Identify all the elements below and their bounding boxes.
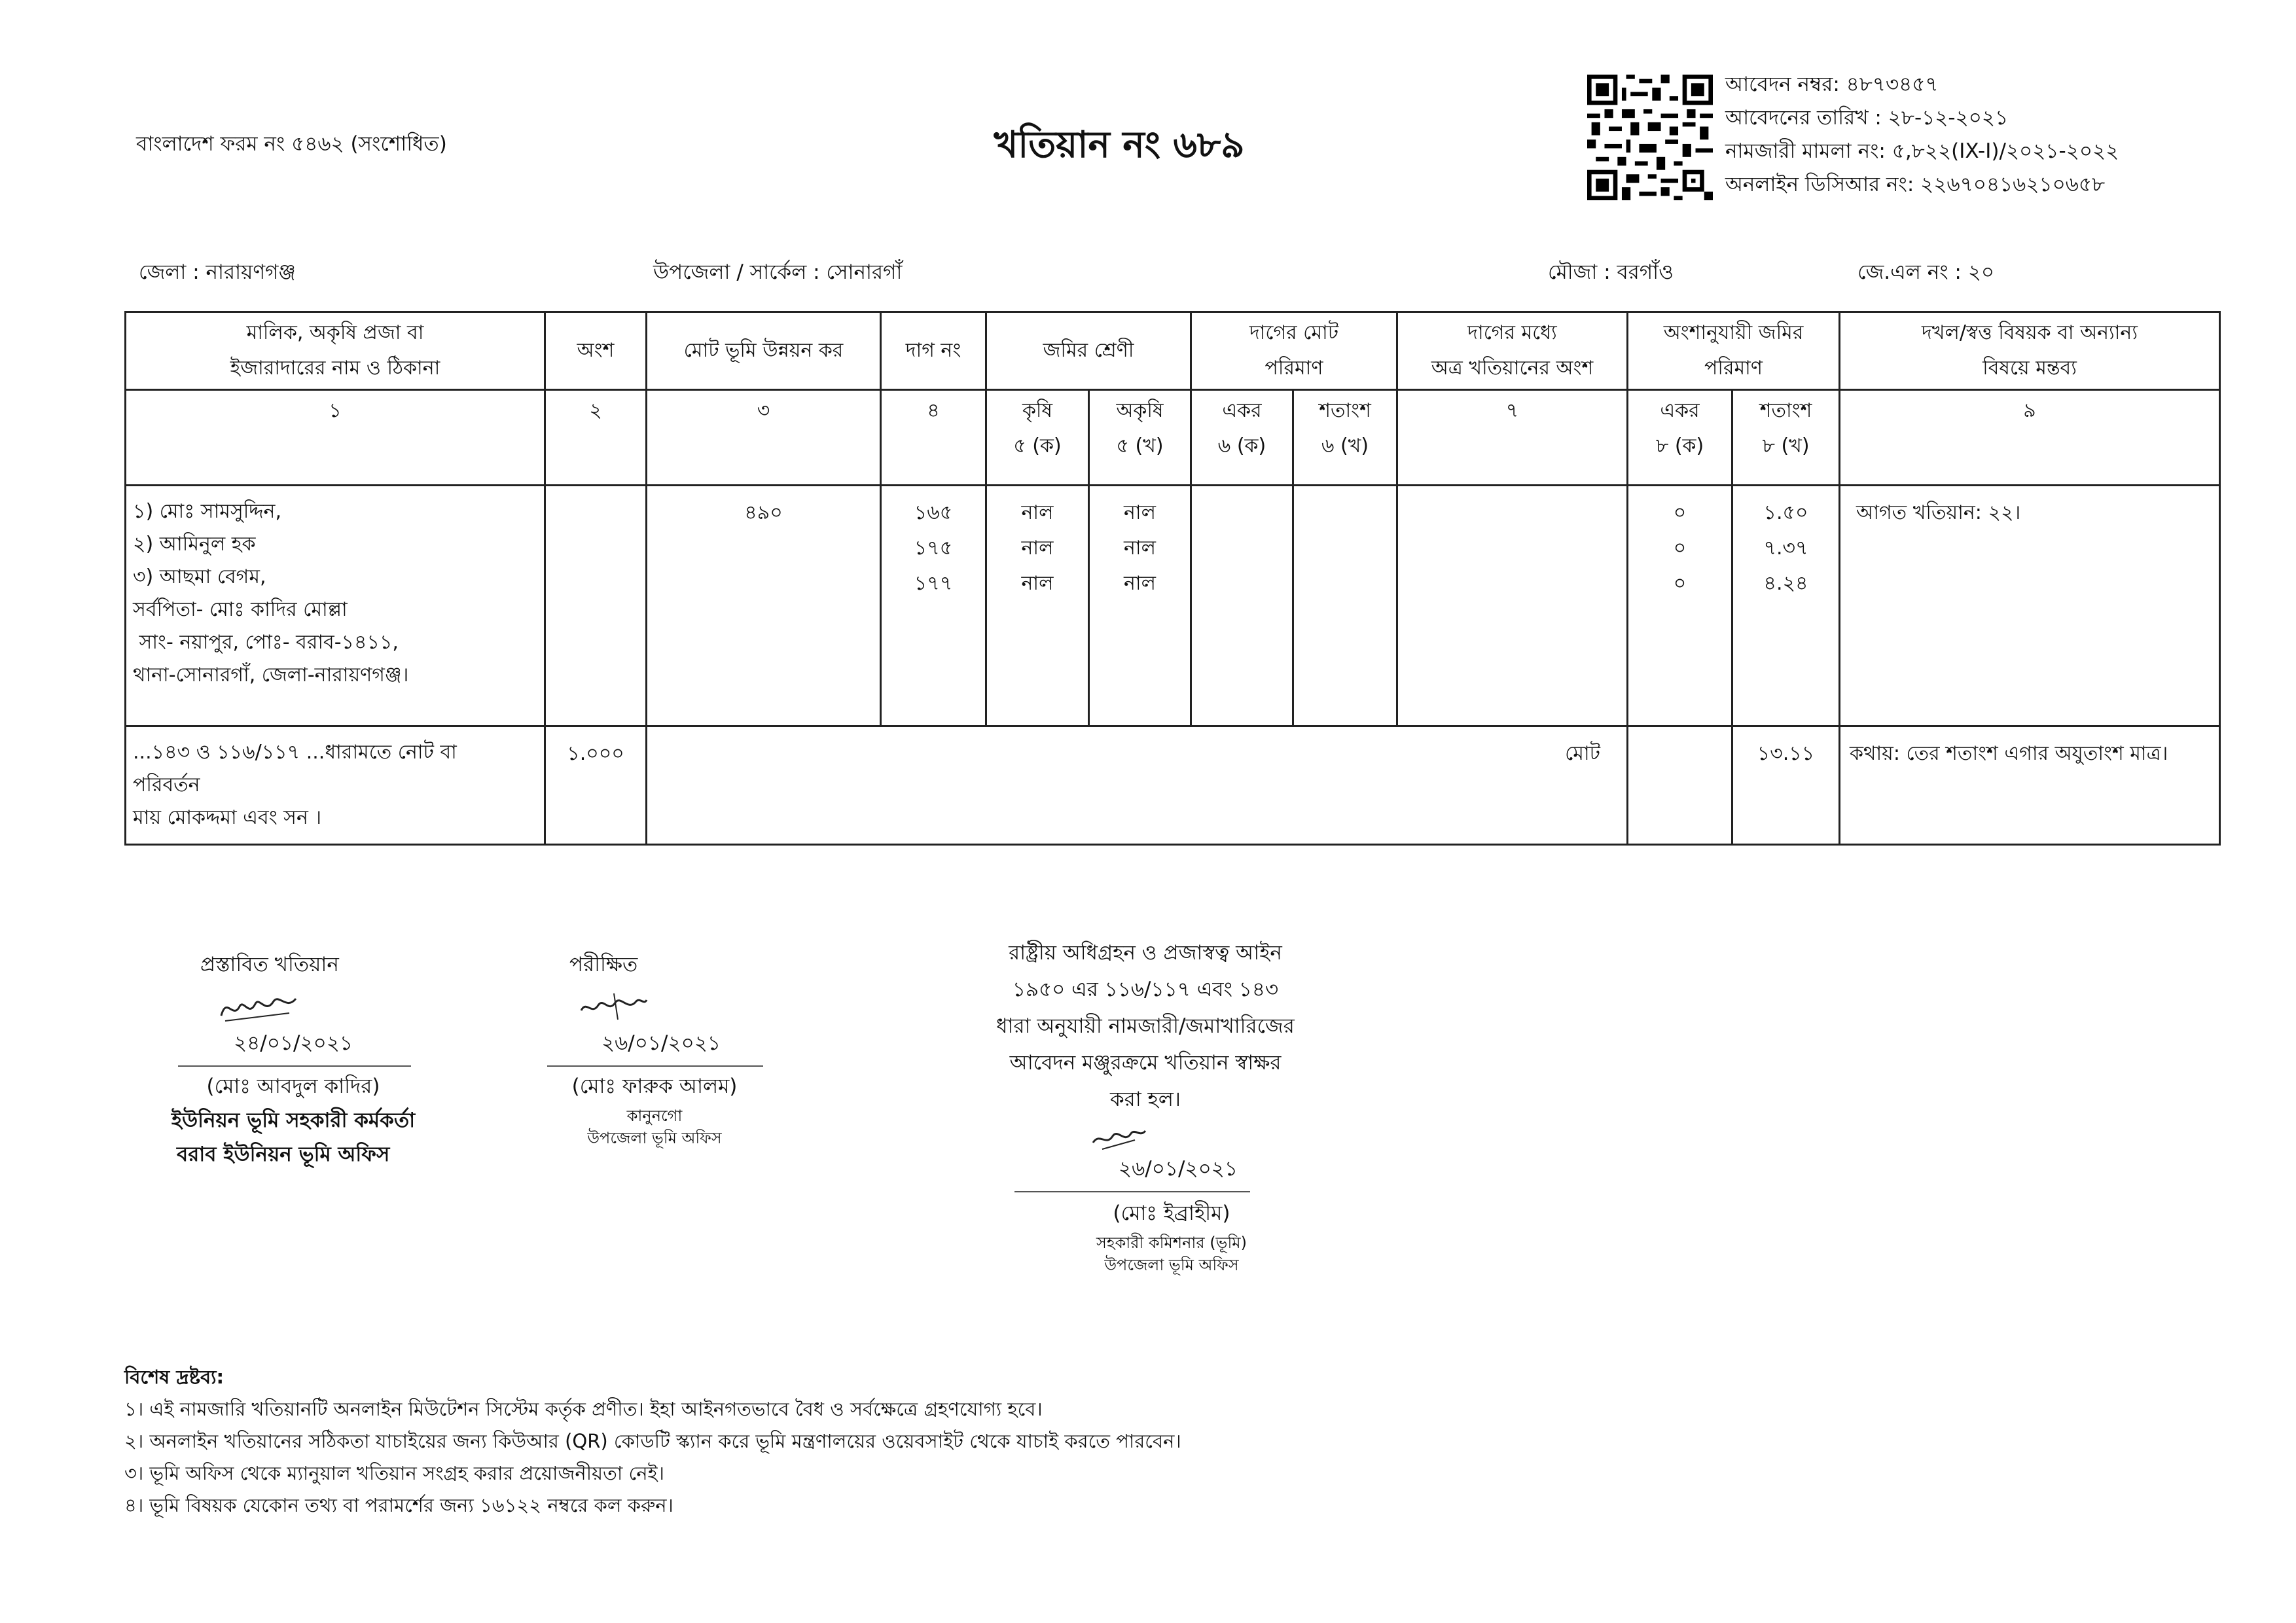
total-share-cell: ১.০০০	[545, 726, 647, 845]
application-number: আবেদন নম্বর: ৪৮৭৩৪৫৭	[1725, 73, 1939, 96]
header-share-land: অংশানুযায়ী জমির পরিমাণ	[1628, 312, 1840, 390]
col-num-8b: শতাংশ ৮ (খ)	[1732, 390, 1840, 486]
signatory-role: ইউনিয়ন ভূমি সহকারী কর্মকর্তা	[171, 1109, 416, 1132]
footer-note-cell: ...১৪৩ ও ১১৬/১১৭ ...ধারামতে নোট বা পরিবর্তন মায় মোকদ্দমা এবং সন ।	[126, 726, 545, 845]
khatian-title: খতিয়ান নং ৬৮৯	[994, 124, 1245, 166]
dag-total-acre-cell	[1191, 486, 1293, 726]
signatory-name: (মোঃ আবদুল কাদির)	[206, 1075, 380, 1098]
special-notes	[124, 1361, 1181, 1522]
krishi-cell: নাল নাল নাল	[986, 486, 1089, 726]
owner-line: থানা-সোনারগাঁ, জেলা-নারায়ণগঞ্জ।	[133, 664, 409, 687]
application-meta	[1725, 68, 2119, 202]
signature-date: ২৬/০১/২০২১	[1118, 1157, 1238, 1181]
mouza: মৌজা : বরগাঁও	[1548, 260, 1674, 284]
signatory-office: উপজেলা ভূমি অফিস	[1104, 1256, 1239, 1274]
note-item: ৪। ভূমি বিষয়ক যেকোন তথ্য বা পরামর্শের জন্য ১৬১২২ নম্বরে কল করুন।	[124, 1494, 673, 1516]
handwritten-signature	[1089, 1120, 1148, 1153]
share-decimal-cell: ১.৫০ ৭.৩৭ ৪.২৪	[1732, 486, 1840, 726]
owner-line: ১) মোঃ সামসুদ্দিন,	[133, 500, 281, 523]
owner-line: সর্বপিতা- মোঃ কাদির মোল্লা	[133, 598, 348, 621]
note-item: ২। অনলাইন খতিয়ানের সঠিকতা যাচাইয়ের জন্য কিউআর (QR) কোডটি স্ক্যান করে ভূমি মন্ত্রণালয়ের ওয়েবসাইট থেকে যাচাই করতে পারবেন।	[124, 1430, 1181, 1452]
total-label-cell: মোট	[647, 726, 1628, 845]
dag-share-cell	[1397, 486, 1628, 726]
owner-line: সাং- নয়াপুর, পোঃ- বরাব-১৪১১,	[133, 631, 399, 654]
online-dcr-number: অনলাইন ডিসিআর নং: ২২৬৭০৪১৬২১০৬৫৮	[1725, 173, 2106, 196]
column-number-row	[126, 390, 2220, 486]
form-number: বাংলাদেশ ফরম নং ৫৪৬২ (সংশোধিত)	[136, 132, 447, 156]
signatory-office: উপজেলা ভূমি অফিস	[587, 1129, 722, 1147]
signatory-role: কানুনগো	[626, 1107, 683, 1125]
dag-number: ১৬৫	[914, 501, 953, 524]
application-date: আবেদনের তারিখ : ২৮-১২-২০২১	[1725, 106, 2009, 130]
signature-heading: পরীক্ষিত	[569, 953, 638, 976]
dag-number: ১৭৫	[914, 537, 953, 560]
district: জেলা : নারায়ণগঞ্জ	[139, 260, 296, 284]
header-tax: মোট ভূমি উন্নয়ন কর	[647, 312, 881, 390]
col-num-8a: একর ৮ (ক)	[1628, 390, 1732, 486]
signature-date: ২৪/০১/২০২১	[233, 1031, 353, 1055]
signature-examined	[543, 949, 766, 1149]
share-cell	[545, 486, 647, 726]
col-num-9: ৯	[1840, 390, 2220, 486]
owners-cell	[126, 486, 545, 726]
header-row	[126, 312, 2220, 390]
signature-proposed	[169, 949, 418, 1173]
header-owner: মালিক, অকৃষি প্রজা বা ইজারাদারের নাম ও ঠিকানা	[126, 312, 545, 390]
note-item: ৩। ভূমি অফিস থেকে ম্যানুয়াল খতিয়ান সংগ্রহ করার প্রয়োজনীয়তা নেই।	[124, 1462, 665, 1484]
signatory-role: সহকারী কমিশনার (ভূমি)	[1096, 1234, 1247, 1252]
upazila-circle: উপজেলা / সার্কেল : সোনারগাঁ	[653, 260, 903, 284]
dag-number: ১৭৭	[914, 572, 953, 595]
khatian-table	[124, 311, 2221, 846]
dag-total-decimal-cell	[1293, 486, 1397, 726]
header-dag-share: দাগের মধ্যে অত্র খতিয়ানের অংশ	[1397, 312, 1628, 390]
qr-code	[1587, 72, 1713, 203]
handwritten-signature	[577, 987, 649, 1026]
signature-date: ২৬/০১/২০২১	[601, 1031, 721, 1055]
col-num-6a: একর ৬ (ক)	[1191, 390, 1293, 486]
jl-number: জে.এল নং : ২০	[1857, 260, 1995, 284]
col-num-7: ৭	[1397, 390, 1628, 486]
col-num-5b: অকৃষি ৫ (খ)	[1089, 390, 1191, 486]
total-in-words-cell: কথায়: তের শতাংশ এগার অযুতাংশ মাত্র।	[1840, 726, 2220, 845]
share-acre-cell: ০ ০ ০	[1628, 486, 1732, 726]
note-item: ১। এই নামজারি খতিয়ানটি অনলাইন মিউটেশন সিস্টেম কর্তৃক প্রণীত। ইহা আইনগতভাবে বৈধ ও সর্বক্ষেত্রে গ্রহণযোগ্য হবে।	[124, 1398, 1043, 1420]
owner-line: ২) আমিনুল হক	[133, 533, 256, 556]
owner-line: ৩) আছমা বেগম,	[133, 565, 266, 588]
approval-text: রাষ্ট্রীয় অধিগ্রহন ও প্রজাস্বত্ব আইন ১৯৫০ এর ১১৬/১১৭ এবং ১৪৩ ধারা অনুযায়ী নামজারী/জমাখারিজের আবেদন মঞ্জুরক্রমে খতিয়ান স্বাক্ষর করা হল।	[996, 941, 1295, 1111]
col-num-1: ১	[126, 390, 545, 486]
namjari-case-number: নামজারী মামলা নং: ৫,৮২২(IX-I)/২০২১-২০২২	[1725, 139, 2119, 163]
header-dag-total: দাগের মোট পরিমাণ	[1191, 312, 1397, 390]
signature-approval	[969, 935, 1322, 1276]
remarks-cell: আগত খতিয়ান: ২২।	[1840, 486, 2220, 726]
notes-title: বিশেষ দ্রষ্টব্য:	[124, 1366, 224, 1388]
dag-cell	[881, 486, 986, 726]
tax-cell: ৪৯০	[647, 486, 881, 726]
signatory-name: (মোঃ ইব্রাহীম)	[1113, 1202, 1230, 1225]
signatory-office: বরাব ইউনিয়ন ভূমি অফিস	[177, 1143, 390, 1166]
header-remarks: দখল/স্বত্ত বিষয়ক বা অন্যান্য বিষয়ে মন্তব্য	[1840, 312, 2220, 390]
col-num-2: ২	[545, 390, 647, 486]
header-land-class: জমির শ্রেণী	[986, 312, 1191, 390]
handwritten-signature	[216, 987, 301, 1026]
total-decimal-cell: ১৩.১১	[1732, 726, 1840, 845]
col-num-5a: কৃষি ৫ (ক)	[986, 390, 1089, 486]
total-acre-cell	[1628, 726, 1732, 845]
col-num-6b: শতাংশ ৬ (খ)	[1293, 390, 1397, 486]
total-row	[126, 726, 2220, 845]
col-num-3: ৩	[647, 390, 881, 486]
col-num-4: ৪	[881, 390, 986, 486]
header-dag: দাগ নং	[881, 312, 986, 390]
signatory-name: (মোঃ ফারুক আলম)	[571, 1075, 738, 1098]
signature-heading: প্রস্তাবিত খতিয়ান	[200, 953, 339, 976]
data-row	[126, 486, 2220, 726]
akrishi-cell: নাল নাল নাল	[1089, 486, 1191, 726]
header-share: অংশ	[545, 312, 647, 390]
